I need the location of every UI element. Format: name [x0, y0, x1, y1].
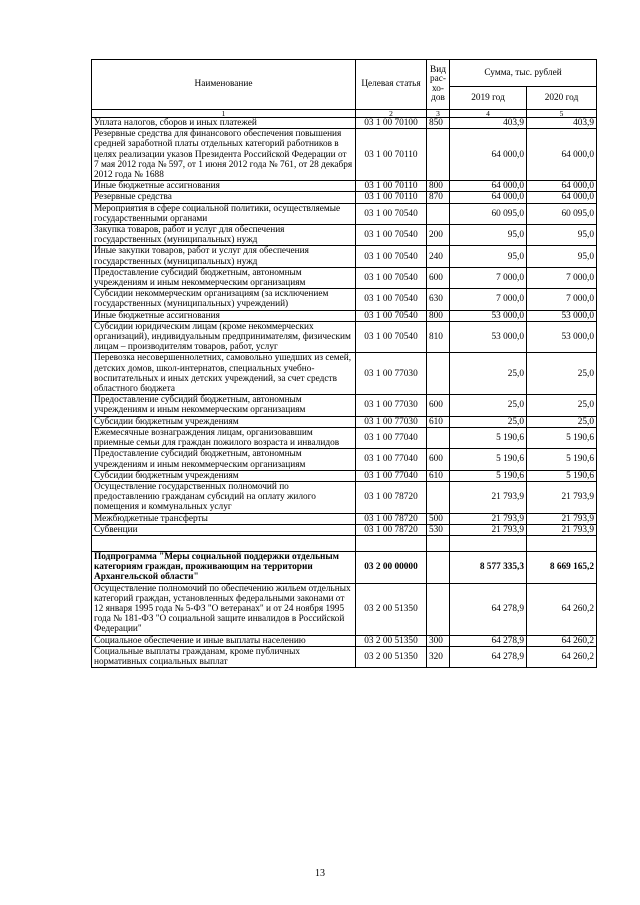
row-target-code: 03 1 00 70110	[356, 129, 427, 181]
table-row	[92, 267, 597, 288]
row-amount-2019: 64 278,9	[450, 635, 527, 646]
row-target-code: 03 1 00 70540	[356, 321, 427, 353]
col-index: 1	[92, 110, 356, 118]
row-amount-2020: 64 000,0	[527, 129, 597, 181]
header-target: Целевая статья	[356, 60, 427, 110]
row-amount-2020: 25,0	[527, 395, 597, 416]
table-row	[92, 225, 597, 246]
row-target-code: 03 1 00 70110	[356, 181, 427, 192]
row-amount-2019: 21 793,9	[450, 513, 527, 524]
table-row	[92, 427, 597, 448]
row-expense-type	[427, 353, 450, 395]
row-name: Мероприятия в сфере социальной политики, осуществляемые государственными органами	[92, 203, 356, 224]
row-name: Иные бюджетные ассигнования	[92, 181, 356, 192]
row-expense-type: 600	[427, 449, 450, 470]
col-index: 4	[450, 110, 527, 118]
row-amount-2019: 5 190,6	[450, 427, 527, 448]
row-expense-type	[427, 427, 450, 448]
table-row	[92, 513, 597, 524]
row-amount-2019: 64 000,0	[450, 192, 527, 203]
row-amount-2020: 5 190,6	[527, 470, 597, 481]
table-row	[92, 524, 597, 535]
row-expense-type	[427, 535, 450, 551]
row-expense-type: 300	[427, 635, 450, 646]
row-expense-type	[427, 203, 450, 224]
row-amount-2019: 95,0	[450, 246, 527, 267]
row-target-code: 03 2 00 51350	[356, 635, 427, 646]
row-target-code: 03 1 00 70540	[356, 203, 427, 224]
header-2019: 2019 год	[450, 87, 527, 110]
row-expense-type	[427, 583, 450, 635]
row-amount-2020: 25,0	[527, 353, 597, 395]
row-expense-type: 630	[427, 289, 450, 310]
row-target-code	[356, 535, 427, 551]
row-amount-2019	[450, 535, 527, 551]
table-row	[92, 129, 597, 181]
table-row	[92, 583, 597, 635]
table-body	[92, 118, 597, 668]
row-amount-2020: 7 000,0	[527, 267, 597, 288]
row-name: Ежемесячные вознаграждения лицам, организовавшим приемные семьи для граждан пожилого возраста и инвалидов	[92, 427, 356, 448]
table-row	[92, 470, 597, 481]
row-amount-2019: 25,0	[450, 416, 527, 427]
row-amount-2019: 8 577 335,3	[450, 551, 527, 583]
row-amount-2020: 64 260,2	[527, 646, 597, 667]
table-row	[92, 416, 597, 427]
table-row	[92, 289, 597, 310]
row-amount-2019: 64 278,9	[450, 646, 527, 667]
row-amount-2019: 95,0	[450, 225, 527, 246]
row-target-code: 03 1 00 77030	[356, 395, 427, 416]
table-row	[92, 635, 597, 646]
header-index-row	[92, 110, 597, 118]
row-expense-type: 610	[427, 416, 450, 427]
row-expense-type	[427, 481, 450, 513]
row-target-code: 03 1 00 70540	[356, 246, 427, 267]
row-target-code: 03 1 00 77030	[356, 353, 427, 395]
row-amount-2020: 7 000,0	[527, 289, 597, 310]
row-amount-2019: 25,0	[450, 353, 527, 395]
row-name: Субсидии бюджетным учреждениям	[92, 416, 356, 427]
row-target-code: 03 1 00 70540	[356, 267, 427, 288]
row-expense-type: 500	[427, 513, 450, 524]
header-row	[92, 60, 597, 87]
row-target-code: 03 2 00 51350	[356, 583, 427, 635]
table-row	[92, 203, 597, 224]
row-amount-2020: 95,0	[527, 225, 597, 246]
row-target-code: 03 2 00 00000	[356, 551, 427, 583]
row-amount-2019: 53 000,0	[450, 310, 527, 321]
row-name: Межбюджетные трансферты	[92, 513, 356, 524]
row-amount-2019: 21 793,9	[450, 481, 527, 513]
table-row	[92, 449, 597, 470]
row-target-code: 03 1 00 78720	[356, 524, 427, 535]
row-name: Предоставление субсидий бюджетным, автономным учреждениям и иным некоммерческим организациям	[92, 449, 356, 470]
row-amount-2020: 5 190,6	[527, 449, 597, 470]
row-target-code: 03 1 00 77040	[356, 427, 427, 448]
row-name: Социальные выплаты гражданам, кроме публичных нормативных социальных выплат	[92, 646, 356, 667]
row-amount-2020: 64 000,0	[527, 181, 597, 192]
row-amount-2020: 21 793,9	[527, 513, 597, 524]
row-expense-type: 810	[427, 321, 450, 353]
row-amount-2020: 25,0	[527, 416, 597, 427]
row-name: Предоставление субсидий бюджетным, автономным учреждениям и иным некоммерческим организациям	[92, 267, 356, 288]
row-amount-2019: 64 278,9	[450, 583, 527, 635]
budget-table	[91, 59, 597, 668]
row-expense-type: 240	[427, 246, 450, 267]
row-amount-2019: 21 793,9	[450, 524, 527, 535]
row-target-code: 03 1 00 70100	[356, 118, 427, 129]
row-target-code: 03 1 00 78720	[356, 481, 427, 513]
row-expense-type: 600	[427, 395, 450, 416]
row-target-code: 03 1 00 78720	[356, 513, 427, 524]
table-row	[92, 181, 597, 192]
row-name: Перевозка несовершеннолетних, самовольно ушедших из семей, детских домов, школ-интернатов, специальных учебно-воспитательных и иных детских учреждений, за счет средств областного бюджета	[92, 353, 356, 395]
row-amount-2019: 60 095,0	[450, 203, 527, 224]
row-amount-2020: 53 000,0	[527, 310, 597, 321]
table-row	[92, 395, 597, 416]
row-amount-2019: 64 000,0	[450, 181, 527, 192]
table-row	[92, 192, 597, 203]
row-name: Социальное обеспечение и иные выплаты населению	[92, 635, 356, 646]
col-index: 2	[356, 110, 427, 118]
row-name: Резервные средства для финансового обеспечения повышения средней заработной платы отдельных категорий работников в целях реализации указов Президента Российской Федерации от 7 мая 2012 года № 597, от 1 июня 2012 года № 761, от 28 декабря 2012 года № 1688	[92, 129, 356, 181]
row-name: Субсидии юридическим лицам (кроме некоммерческих организаций), индивидуальным предпринимателям, физическим лицам – производителям товаров, работ, услуг	[92, 321, 356, 353]
header-sum: Сумма, тыс. рублей	[450, 60, 597, 87]
row-name: Осуществление государственных полномочий по предоставлению гражданам субсидий на оплату жилого помещения и коммунальных услуг	[92, 481, 356, 513]
row-amount-2019: 5 190,6	[450, 470, 527, 481]
row-expense-type: 800	[427, 310, 450, 321]
row-target-code: 03 1 00 77040	[356, 449, 427, 470]
row-expense-type	[427, 129, 450, 181]
row-expense-type: 200	[427, 225, 450, 246]
row-target-code: 03 2 00 51350	[356, 646, 427, 667]
row-name: Иные закупки товаров, работ и услуг для обеспечения государственных (муниципальных) нужд	[92, 246, 356, 267]
table-row	[92, 310, 597, 321]
row-name: Закупка товаров, работ и услуг для обеспечения государственных (муниципальных) нужд	[92, 225, 356, 246]
row-amount-2020: 95,0	[527, 246, 597, 267]
row-amount-2020: 60 095,0	[527, 203, 597, 224]
row-target-code: 03 1 00 70110	[356, 192, 427, 203]
row-name: Резервные средства	[92, 192, 356, 203]
table-row	[92, 246, 597, 267]
row-name	[92, 535, 356, 551]
row-name: Субсидии бюджетным учреждениям	[92, 470, 356, 481]
row-amount-2020: 8 669 165,2	[527, 551, 597, 583]
row-expense-type: 600	[427, 267, 450, 288]
header-vid: Вид рас-хо-дов	[427, 60, 450, 110]
row-expense-type: 320	[427, 646, 450, 667]
row-name: Подпрограмма "Меры социальной поддержки отдельным категориям граждан, проживающим на территории Архангельской области"	[92, 551, 356, 583]
row-amount-2019: 5 190,6	[450, 449, 527, 470]
row-name: Иные бюджетные ассигнования	[92, 310, 356, 321]
row-name: Предоставление субсидий бюджетным, автономным учреждениям и иным некоммерческим организациям	[92, 395, 356, 416]
row-amount-2020: 5 190,6	[527, 427, 597, 448]
table-row	[92, 118, 597, 129]
table-row	[92, 353, 597, 395]
row-amount-2019: 53 000,0	[450, 321, 527, 353]
row-name: Уплата налогов, сборов и иных платежей	[92, 118, 356, 129]
header-2020: 2020 год	[527, 87, 597, 110]
row-name: Осуществление полномочий по обеспечению жильем отдельных категорий граждан, установленных федеральными законами от 12 января 1995 года № 5-ФЗ "О ветеранах" и от 24 ноября 1995 года № 181-ФЗ "О социальной защите инвалидов в Российской Федерации"	[92, 583, 356, 635]
row-target-code: 03 1 00 70540	[356, 310, 427, 321]
row-expense-type: 530	[427, 524, 450, 535]
row-name: Субсидии некоммерческим организациям (за исключением государственных (муниципальных) учреждений)	[92, 289, 356, 310]
row-amount-2020: 403,9	[527, 118, 597, 129]
row-amount-2020: 53 000,0	[527, 321, 597, 353]
row-amount-2020	[527, 535, 597, 551]
row-name: Субвенции	[92, 524, 356, 535]
row-amount-2020: 21 793,9	[527, 481, 597, 513]
row-amount-2019: 25,0	[450, 395, 527, 416]
row-amount-2020: 64 260,2	[527, 583, 597, 635]
table-row	[92, 551, 597, 583]
row-amount-2020: 64 000,0	[527, 192, 597, 203]
row-target-code: 03 1 00 70540	[356, 289, 427, 310]
row-expense-type: 870	[427, 192, 450, 203]
row-target-code: 03 1 00 77030	[356, 416, 427, 427]
row-expense-type: 610	[427, 470, 450, 481]
row-expense-type: 850	[427, 118, 450, 129]
col-index: 3	[427, 110, 450, 118]
table-row	[92, 321, 597, 353]
row-expense-type	[427, 551, 450, 583]
spacer-row	[92, 535, 597, 551]
row-amount-2019: 7 000,0	[450, 289, 527, 310]
row-amount-2019: 64 000,0	[450, 129, 527, 181]
row-target-code: 03 1 00 70540	[356, 225, 427, 246]
page-number: 13	[315, 868, 325, 879]
row-target-code: 03 1 00 77040	[356, 470, 427, 481]
row-amount-2019: 403,9	[450, 118, 527, 129]
row-amount-2020: 21 793,9	[527, 524, 597, 535]
row-amount-2019: 7 000,0	[450, 267, 527, 288]
col-index: 5	[527, 110, 597, 118]
table-row	[92, 646, 597, 667]
row-expense-type: 800	[427, 181, 450, 192]
table-row	[92, 481, 597, 513]
row-amount-2020: 64 260,2	[527, 635, 597, 646]
header-name: Наименование	[92, 60, 356, 110]
